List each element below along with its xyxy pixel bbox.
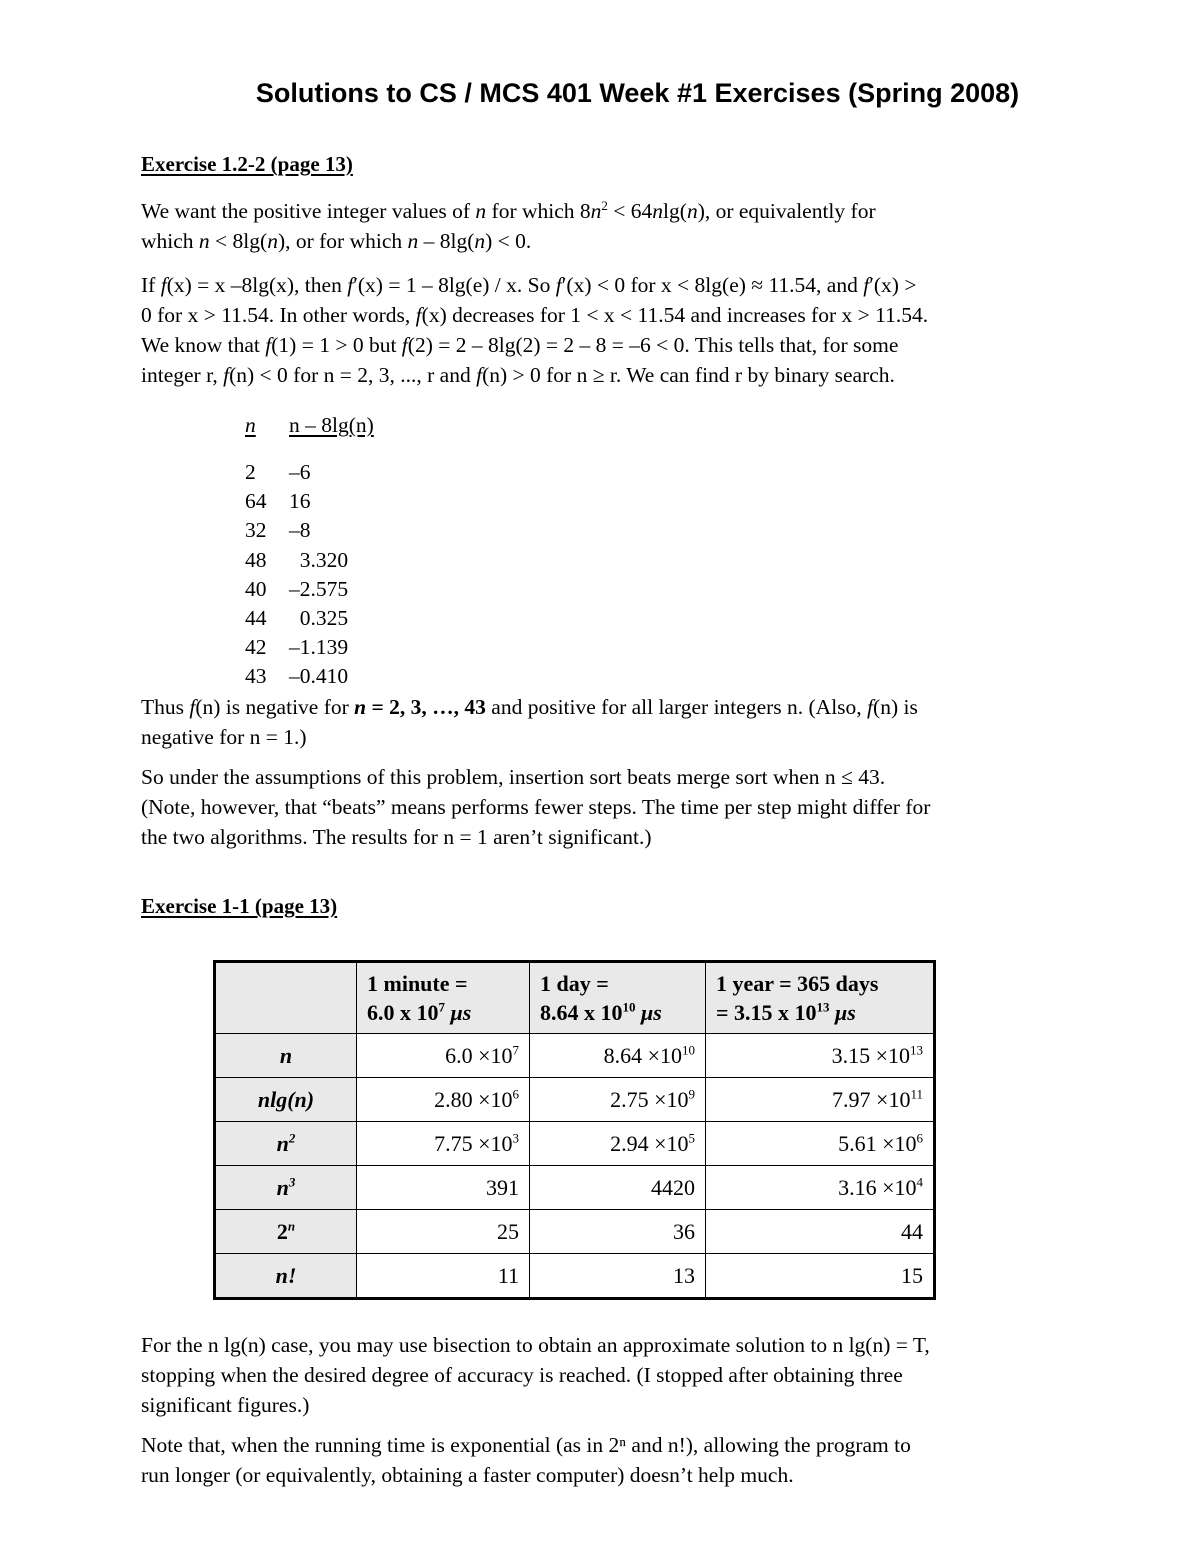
table-row: 43 –0.410 — [245, 664, 349, 689]
table-cell: 13 — [530, 1254, 706, 1299]
corner-cell — [215, 962, 357, 1034]
exercise-1-1-paragraph-2: Note that, when the running time is exponential (as in 2ⁿ and n!), allowing the program to run longer (or equivalently, obtaining a faster computer) doesn’t help much. — [141, 1433, 911, 1487]
table-cell: 15 — [706, 1254, 935, 1299]
table-cell: 25 — [357, 1210, 530, 1254]
row-label: n — [215, 1034, 357, 1078]
col-header-minute: 1 minute = 6.0 x $10^7$ μs — [357, 962, 530, 1034]
binary-search-table-header — [245, 412, 374, 458]
table-row — [215, 1210, 935, 1254]
col-n-header: n — [245, 413, 256, 437]
table-row: 32 –8 — [245, 518, 311, 543]
table-cell: $2.80 \times 10^6$ — [357, 1078, 530, 1122]
table-cell: $2.75 \times 10^9$ — [530, 1078, 706, 1122]
table-row: 64 16 — [245, 489, 311, 514]
table-cell: $6.0 \times 10^7$ — [357, 1034, 530, 1078]
table-row: 48 3.320 — [245, 547, 349, 572]
exercise-1-2-2-paragraph-1: We want the positive integer values of n for which $8n^2 < 64nlg(n)$, or equivalently for which n < 8lg(n), or for which n – 8lg(n) < 0. — [141, 197, 876, 253]
table-cell: 44 — [706, 1210, 935, 1254]
table-row: 44 0.325 — [245, 605, 349, 630]
binary-search-table — [245, 412, 374, 692]
table-cell: $7.97 \times 10^{11}$ — [706, 1078, 935, 1122]
table-cell: $3.15 \times 10^{13}$ — [706, 1034, 935, 1078]
row-label: 2$^n$ — [215, 1210, 357, 1254]
table-cell: $3.16 \times 10^4$ — [706, 1166, 935, 1210]
exercise-1-1-paragraph-1: For the n lg(n) case, you may use bisection to obtain an approximate solution to n lg(n) = T, stopping when the desired degree of accuracy is reached. (I stopped after obtaining three significant figures.) — [141, 1333, 930, 1417]
exercise-1-2-2-paragraph-4: So under the assumptions of this problem, insertion sort beats merge sort when n ≤ 43. (Note, however, that “beats” means performs fewer steps. The time per step might differ for the two algorithms. The results for n = 1 aren’t significant.) — [141, 765, 931, 849]
row-label: n! — [215, 1254, 357, 1299]
table-cell: 11 — [357, 1254, 530, 1299]
table-row — [215, 1122, 935, 1166]
exercise-1-2-2-paragraph-2: If f(x) = x –8lg(x), then f′(x) = 1 – 8lg(e) / x. So f′(x) < 0 for x < 8lg(e) ≈ 11.54, and f′(x) > 0 for x > 11.54. In other words, f(x) decreases for 1 < x < 11.54 and increases for x > 11.54. We know that f(1) = 1 > 0 but f(2) = 2 – 8lg(2) = 2 – 8 = –6 < 0. This tells that, for some integer r, f(n) < 0 for n = 2, 3, ..., r and f(n) > 0 for n ≥ r. We can find r by binary search. — [141, 273, 929, 387]
table-row — [215, 1254, 935, 1299]
exercise-1-2-2-paragraph-3: Thus f(n) is negative for n = 2, 3, …, 43 and positive for all larger integers n. (Also, f(n) is negative for n = 1.) — [141, 695, 918, 749]
table-cell: $2.94 \times 10^5$ — [530, 1122, 706, 1166]
table-cell: $8.64 \times 10^{10}$ — [530, 1034, 706, 1078]
col-header-year: 1 year = 365 days = 3.15 x $10^{13}$ μs — [706, 962, 935, 1034]
table-cell: $5.61 \times 10^6$ — [706, 1122, 935, 1166]
table-row — [215, 1034, 935, 1078]
table-row — [215, 1166, 935, 1210]
table-row: 42 –1.139 — [245, 635, 349, 660]
page-title: Solutions to CS / MCS 401 Week #1 Exercises (Spring 2008) — [255, 78, 1020, 108]
exercise-1-2-2-heading: Exercise 1.2-2 (page 13) — [141, 152, 353, 176]
table-cell: 4420 — [530, 1166, 706, 1210]
row-label: $n^3$ — [215, 1166, 357, 1210]
table-cell: $7.75 \times 10^3$ — [357, 1122, 530, 1166]
col-f-header: n – 8lg(n) — [289, 413, 374, 437]
row-label: $n^2$ — [215, 1122, 357, 1166]
table-cell: 391 — [357, 1166, 530, 1210]
col-header-day: 1 day = 8.64 x $10^{10}$ μs — [530, 962, 706, 1034]
table-cell: 36 — [530, 1210, 706, 1254]
growth-table — [213, 960, 936, 1300]
table-row: 40 –2.575 — [245, 576, 349, 601]
table-header-row — [215, 962, 935, 1034]
row-label: nlg(n) — [215, 1078, 357, 1122]
table-row: 2 –6 — [245, 460, 311, 484]
exercise-1-1-heading: Exercise 1-1 (page 13) — [141, 894, 338, 918]
table-row — [215, 1078, 935, 1122]
